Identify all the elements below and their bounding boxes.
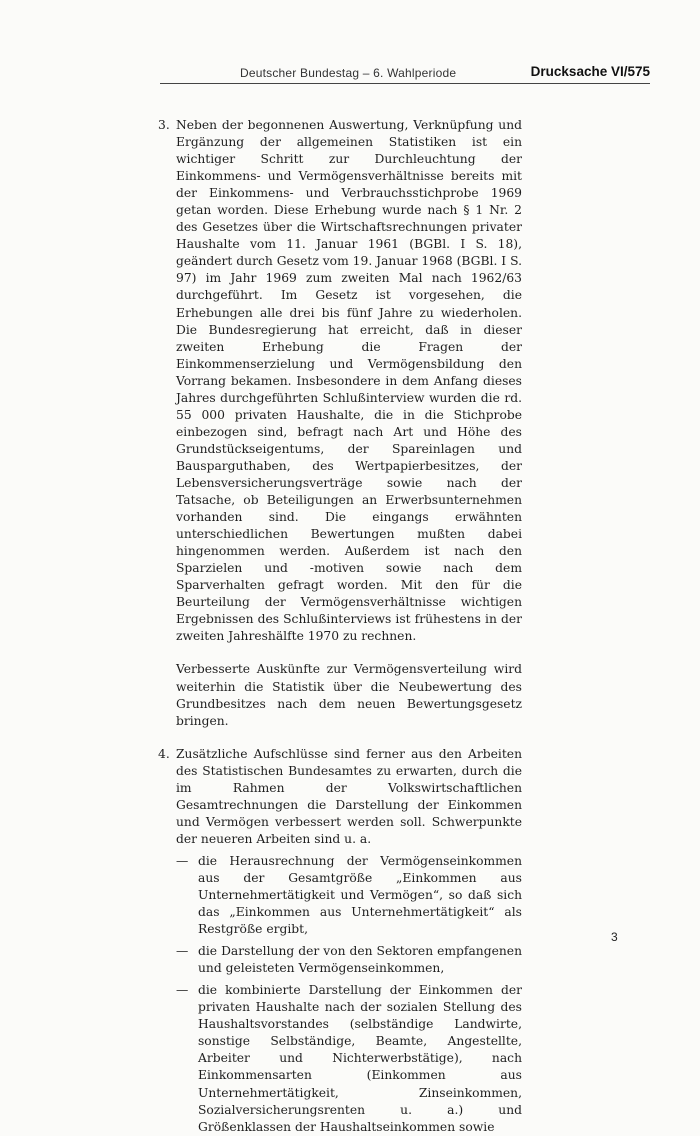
list-item-text: die Darstellung der von den Sektoren empfangenen und geleisteten Vermögenseinkommen, bbox=[198, 944, 522, 976]
header-rule bbox=[160, 83, 650, 84]
page-header bbox=[40, 64, 650, 84]
dash-marker: — bbox=[176, 853, 189, 868]
dash-marker: — bbox=[176, 983, 189, 998]
section-3-continuation: Verbesserte Auskünfte zur Vermögensverteilung wird weiterhin die Statistik über die Neubewertung des Grundbesitzes nach dem neuen Bewertungsgesetz bringen. bbox=[176, 662, 522, 728]
section-4-text: Zusätzliche Aufschlüsse sind ferner aus den Arbeiten des Statistischen Bundesamtes zu erwarten, durch die im Rahmen der Volkswirtschaftlichen Gesamtrechnungen die Darstellung der Einkommen und Vermögen verbessert werden soll. Schwerpunkte der neueren Arbeiten sind u. a. bbox=[176, 746, 522, 846]
list-item bbox=[158, 943, 522, 977]
page-number: 3 bbox=[611, 930, 618, 944]
wahlperiode-label: Deutscher Bundestag – 6. Wahlperiode bbox=[240, 66, 457, 80]
drucksache-label: Drucksache VI/575 bbox=[530, 64, 650, 79]
section-number: 4. bbox=[158, 746, 170, 761]
document-body bbox=[158, 117, 522, 1136]
list-item-text: die kombinierte Darstellung der Einkommen der privaten Haushalte nach der sozialen Stellung des Haushaltsvorstandes (selbständige Landwirte, sonstige Selbständige, Beamte, Angestellte, Arbeiter und Nichterwerbstätige), nach Einkommensarten (Einkommen aus Unternehmertätigkeit, Zinseinkommen, Sozialversicherungsrenten u. a.) und Größenklassen der Haushaltseinkommen sowie bbox=[198, 983, 522, 1134]
list-item bbox=[158, 982, 522, 1135]
section-number: 3. bbox=[158, 118, 170, 132]
section-3 bbox=[158, 117, 522, 645]
section-4 bbox=[158, 746, 522, 848]
list-item bbox=[158, 853, 522, 938]
bullet-list bbox=[158, 853, 522, 1136]
list-item-text: die Herausrechnung der Vermögenseinkommen aus der Gesamtgröße „Einkommen aus Unternehmertätigkeit und Vermögen“, so daß sich das „Einkommen aus Unternehmertätigkeit“ als Restgröße ergibt, bbox=[198, 853, 522, 937]
dash-marker: — bbox=[176, 944, 189, 959]
section-3-text: Neben der begonnenen Auswertung, Verknüpfung und Ergänzung der allgemeinen Statistiken ist ein wichtiger Schritt zur Durchleuchtung der Einkommens- und Vermögensverhältnisse bereits mit der Einkommens- und Verbrauchsstichprobe 1969 getan worden. Diese Erhebung wurde nach § 1 Nr. 2 des Gesetzes über die Wirtschaftsrechnungen privater Haushalte vom 11. Januar 1961 (BGBl. I S. 18), geändert durch Gesetz vom 19. Januar 1968 (BGBl. I S. 97) im Jahr 1969 zum zweiten Mal nach 1962/63 durchgeführt. Im Gesetz ist vorgesehen, die Erhebungen alle drei bis fünf Jahre zu wiederholen. Die Bundesregierung hat erreicht, daß in dieser zweiten Erhebung die Fragen der Einkommenserzielung und Vermögensbildung den Vorrang bekamen. Insbesondere in dem Anfang dieses Jahres durchgeführten Schlußinterview wurden die rd. 55 000 privaten Haushalte, die in die Stichprobe einbezogen sind, befragt nach Art und Höhe des Grundstückseigentums, der Spareinlagen und Bausparguthaben, des Wertpapierbesitzes, der Lebensversicherungsverträge sowie nach der Tatsache, ob Beteiligungen an Erwerbsunternehmen vorhanden sind. Die eingangs erwähnten unterschiedlichen Bewertungen mußten dabei hingenommen werden. Außerdem ist nach den Sparzielen und -motiven sowie nach dem Sparverhalten gefragt worden. Mit den für die Beurteilung der Vermögensverhältnisse wichtigen Ergebnissen des Schlußinterviews ist frühestens in der zweiten Jahreshälfte 1970 zu rechnen. bbox=[176, 118, 522, 644]
